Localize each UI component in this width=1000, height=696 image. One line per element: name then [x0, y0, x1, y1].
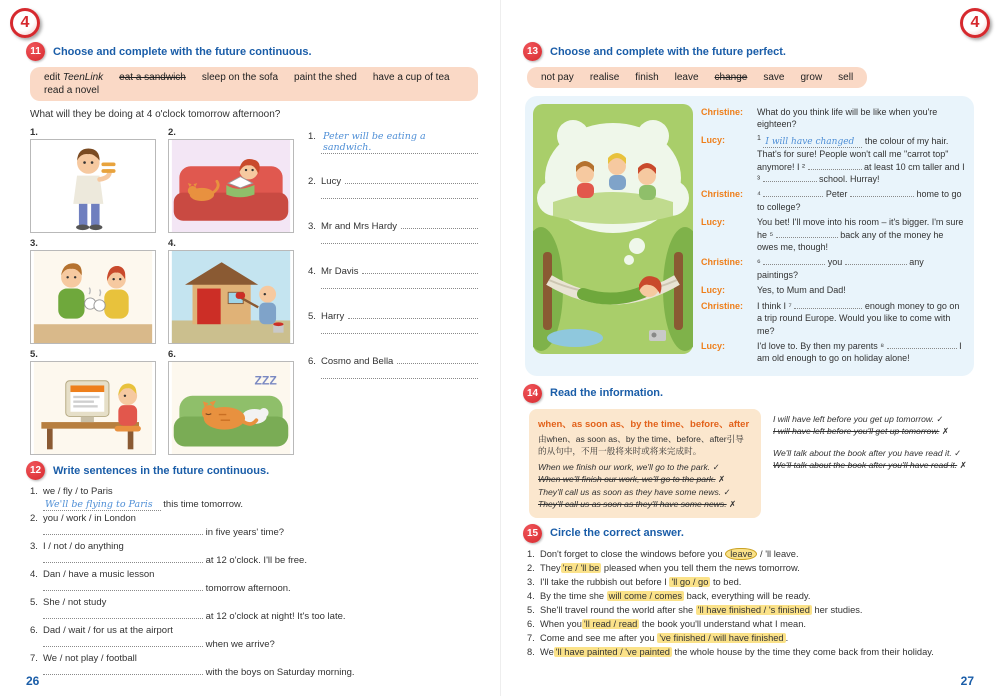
answer-blank[interactable] — [321, 187, 478, 199]
wordbank-item: leave — [674, 72, 699, 83]
dialogue-turn: Christine: ⁴ Peter home to go to college? — [701, 189, 962, 212]
ex12-item-4: 4. Dan / have a music lesson tomorrow afternoon. — [30, 569, 291, 594]
blank-number: 1 — [757, 134, 761, 142]
ex15-item-2: 2. They 're / 'll be pleased when you tell them the news tomorrow. — [527, 562, 800, 573]
ex12-item-2: 2. you / work / in London in five years' time? — [30, 513, 285, 538]
answer-blank[interactable] — [321, 367, 478, 379]
answer-number: 1. — [308, 131, 316, 142]
wordbank-item: read a novel — [44, 85, 100, 96]
exercise-12-title: Write sentences in the future continuous. — [53, 464, 270, 477]
answer-number: 2. — [308, 176, 316, 187]
answer-blank[interactable] — [348, 310, 478, 319]
wordbank-item: save — [763, 72, 785, 83]
man-eating-sandwich-illustration — [31, 140, 155, 232]
answer-blank[interactable] — [763, 188, 823, 197]
answer-blank[interactable] — [321, 232, 478, 244]
example-wrong: When we'll finish our work, we'll go to the park. ✗ — [538, 474, 726, 485]
example-wrong: They'll call us as soon as they'll have some news. ✗ — [538, 499, 737, 510]
exercise-13-dialogue-panel — [525, 96, 974, 376]
answer-line-6 — [308, 355, 478, 379]
exercise-13-dialogue — [701, 104, 966, 368]
exercise-15-items — [527, 549, 974, 657]
answer-blank[interactable] — [808, 161, 862, 170]
ex15-item-3: 3. I'll take the rubbish out before I 'll go / go to bed. — [527, 576, 742, 587]
handwritten-example-answer: We'll be flying to Paris — [43, 499, 161, 511]
dialogue-turn: Lucy: You bet! I'll move into his room – it's bigger. I'm sure he ⁵ back any of the money he owes me, though! — [701, 217, 964, 253]
cross-mark: ✗ — [941, 426, 950, 437]
exercise-15-title: Circle the correct answer. — [550, 527, 684, 540]
answer-blank[interactable] — [43, 666, 203, 675]
picture-6: 6. ZZZ — [168, 349, 296, 455]
exercise-15-number-badge: 15 — [523, 524, 542, 543]
answer-blank[interactable] — [362, 265, 478, 274]
exercise-14-body — [529, 409, 974, 518]
check-mark: ✓ — [723, 486, 731, 497]
answer-choices[interactable]: 'll go / go — [671, 576, 709, 587]
exercise-12-header — [26, 461, 478, 480]
answer-subject: Mr and Mrs Hardy — [321, 221, 398, 232]
exercise-11-answers — [308, 127, 478, 455]
answer-blank[interactable] — [850, 188, 914, 197]
answer-blank[interactable] — [397, 355, 478, 364]
handwritten-example-answer: I will have changed — [763, 137, 862, 148]
check-mark: ✓ — [954, 447, 962, 458]
answer-blank[interactable] — [43, 554, 203, 563]
answer-blank[interactable] — [763, 256, 825, 265]
answer-choices[interactable]: 've finished / will have finished — [659, 632, 784, 643]
answer-choices[interactable]: will come / comes — [608, 590, 683, 601]
exercise-14-header — [523, 384, 974, 403]
page-right — [500, 0, 1000, 696]
circled-answer[interactable]: leave — [725, 548, 757, 560]
ex12-item-7: 7. We / not play / football with the boys on Saturday morning. — [30, 653, 355, 678]
exercise-11-question: What will they be doing at 4 o'clock tomorrow afternoon? — [30, 109, 281, 120]
wordbank-item: sleep on the sofa — [201, 72, 279, 83]
dialogue-turn: Lucy: $^1$ I will have changed the colour of my hair. That's for sure! People won't call me "carrot top" anymore! I ² at least 10 cm taller and I ³ school. Hurray! — [701, 134, 965, 185]
answer-line-2 — [308, 175, 478, 199]
picture-2: 2. — [168, 127, 296, 233]
prompt: We / not play / football — [43, 653, 137, 664]
prompt: Dad / wait / for us at the airport — [43, 625, 173, 636]
answer-option[interactable]: 'll leave — [765, 548, 796, 559]
grammar-rule-heading: when、as soon as、by the time、before、after — [538, 418, 750, 430]
answer-blank[interactable] — [794, 300, 862, 309]
dialogue-turn: Christine: ⁶ you any paintings? — [701, 257, 924, 280]
answer-line-3 — [308, 220, 478, 244]
answer-blank[interactable] — [776, 229, 838, 238]
page-number-right: 27 — [960, 674, 974, 688]
answer-line-5 — [308, 310, 478, 334]
prompt: you / work / in London — [43, 513, 136, 524]
sentence-suffix: when we arrive? — [205, 639, 275, 650]
speaker-name: Christine: — [701, 300, 744, 311]
answer-subject: Lucy — [321, 176, 342, 187]
prompt: Dan / have a music lesson — [43, 569, 155, 580]
answer-blank[interactable] — [401, 220, 478, 229]
cross-mark: ✗ — [729, 499, 737, 510]
wordbank-item: realise — [589, 72, 620, 83]
ex12-item-3: 3. I / not / do anything at 12 o'clock. I'll be free. — [30, 541, 307, 566]
unit-number: 4 — [970, 14, 980, 31]
ex15-item-5: 5. She'll travel round the world after she 'll have finished / 's finished her studies. — [527, 604, 863, 615]
example-wrong: We'll talk about the book after you'll have read it. ✗ — [773, 460, 967, 471]
exercise-12-number-badge: 12 — [26, 461, 45, 480]
exercise-11-header — [26, 42, 478, 61]
exercise-11-title: Choose and complete with the future continuous. — [53, 45, 312, 58]
ex15-item-6: 6. When you 'll read / read the book you'll understand what I mean. — [527, 618, 806, 629]
exercise-12-items — [30, 486, 478, 678]
answer-choices[interactable]: 'll have finished / 's finished — [697, 604, 810, 615]
ex15-item-1: 1. Don't forget to close the windows before you leave / 'll leave. — [527, 548, 799, 559]
picture-3: 3. — [30, 238, 158, 344]
ex15-item-4: 4. By the time she will come / comes back, everything will be ready. — [527, 590, 811, 601]
example-wrong: I will have left before you'll get up tomorrow. ✗ — [773, 426, 950, 437]
ex15-item-7: 7. Come and see me after you 've finished / will have finished . — [527, 632, 789, 643]
speaker-name: Christine: — [701, 107, 744, 117]
dialogue-turn: Christine: What do you think life will be like when you're eighteen? — [701, 107, 938, 130]
answer-blank[interactable] — [845, 256, 907, 265]
wordbank-item: edit TeenLink — [44, 72, 104, 83]
wordbank-item: not pay — [541, 72, 574, 83]
answer-blank[interactable] — [321, 322, 478, 334]
answer-subject: Cosmo and Bella — [321, 356, 394, 367]
grammar-side-examples — [773, 409, 974, 518]
example-correct: When we finish our work, we'll go to the park. ✓ — [538, 461, 720, 472]
wordbank-item: sell — [838, 72, 854, 83]
sentence-suffix: in five years' time? — [205, 527, 285, 538]
answer-blank[interactable] — [43, 526, 203, 535]
answer-subject: Mr Davis — [321, 266, 359, 277]
dialogue-turn: Lucy: I'd love to. By then my parents ⁸ I am old enough to go on holiday alone! — [701, 340, 962, 364]
ex12-item-6: 6. Dad / wait / for us at the airport when we arrive? — [30, 625, 275, 650]
sentence-suffix: with the boys on Saturday morning. — [205, 667, 355, 678]
cross-mark: ✗ — [959, 460, 967, 471]
speaker-name: Lucy: — [701, 285, 726, 296]
speaker-name: Lucy: — [701, 340, 726, 351]
prompt: I / not / do anything — [43, 541, 124, 552]
sentence-suffix: at 12 o'clock at night! It's too late. — [205, 611, 346, 622]
answer-choices[interactable]: 'll have painted / 've painted — [555, 646, 670, 657]
wordbank-item: have a cup of tea — [372, 72, 450, 83]
speaker-name: Lucy: — [701, 217, 726, 228]
speaker-name: Christine: — [701, 257, 744, 268]
answer-subject: Harry — [321, 311, 345, 322]
unit-number: 4 — [20, 14, 30, 31]
handwritten-example-answer: Peter will be eating a sandwich. — [321, 131, 478, 154]
exercise-14-title: Read the information. — [550, 387, 664, 400]
dialogue-turn: Christine: I think I ⁷ enough money to go on a trip round Europe. Would you like to come with me? — [701, 300, 960, 336]
picture-4: 4. — [168, 238, 296, 344]
answer-blank[interactable] — [763, 173, 817, 182]
ex15-item-8: 8. We 'll have painted / 've painted the whole house by the time they come back from their holiday. — [527, 646, 934, 657]
check-mark: ✓ — [936, 413, 944, 424]
man-painting-shed-illustration — [169, 251, 293, 343]
exercise-14-number-badge: 14 — [523, 384, 542, 403]
sentence-suffix: at 12 o'clock. I'll be free. — [205, 555, 307, 566]
answer-line-1 — [308, 131, 478, 154]
ex12-item-5: 5. She / not study at 12 o'clock at night! It's too late. — [30, 597, 346, 622]
girl-reading-on-sofa-illustration — [169, 140, 293, 232]
wordbank-item-used: eat a sandwich — [119, 72, 186, 83]
answer-number: 6. — [308, 356, 316, 367]
picture-1: 1. — [30, 127, 158, 233]
exercise-13-title: Choose and complete with the future perfect. — [550, 45, 786, 58]
answer-blank[interactable] — [43, 638, 203, 647]
daydream-hammock-illustration — [533, 104, 693, 354]
exercise-13-number-badge: 13 — [523, 42, 542, 61]
answer-blank[interactable] — [321, 277, 478, 289]
exercise-13-wordbank — [527, 67, 867, 88]
example-correct: We'll talk about the book after you have read it. ✓ — [773, 447, 962, 458]
unit-badge — [10, 8, 40, 38]
exercise-11-wordbank — [30, 67, 478, 101]
unit-badge — [960, 8, 990, 38]
answer-number: 3. — [308, 221, 316, 232]
answer-blank[interactable] — [43, 582, 203, 591]
speaker-name: Lucy: — [701, 134, 726, 145]
zzz-sleep-text: ZZZ — [254, 373, 277, 388]
page-number-left: 26 — [26, 674, 40, 688]
answer-blank[interactable] — [43, 610, 203, 619]
grammar-rule-explanation: 由when、as soon as、by the time、before、after引导的从句中，不用一般将来时或将来完成时。 — [538, 433, 744, 456]
wordbank-item-used: change — [714, 72, 748, 83]
dialogue-turn: Lucy: Yes, to Mum and Dad! — [701, 285, 846, 296]
answer-choices[interactable]: 're / 'll be — [562, 562, 600, 573]
answer-number: 4. — [308, 266, 316, 277]
couple-having-tea-illustration — [31, 251, 155, 343]
exercise-11-pictures — [30, 127, 296, 455]
sentence-suffix: this time tomorrow. — [163, 499, 244, 510]
answer-blank[interactable] — [887, 340, 957, 349]
answer-blank[interactable] — [345, 175, 478, 184]
pets-sleeping-on-sofa-illustration — [169, 362, 293, 454]
answer-number: 5. — [308, 311, 316, 322]
answer-choices[interactable]: 'll read / read — [583, 618, 638, 629]
wordbank-item: finish — [635, 72, 659, 83]
exercise-15-header — [523, 524, 974, 543]
boy-at-computer-illustration — [31, 362, 155, 454]
picture-5: 5. — [30, 349, 158, 455]
cross-mark: ✗ — [718, 474, 726, 485]
wordbank-item: grow — [800, 72, 823, 83]
sentence-suffix: tomorrow afternoon. — [205, 583, 291, 594]
prompt: we / fly / to Paris — [43, 486, 113, 497]
example-correct: They'll call us as soon as they have some news. ✓ — [538, 486, 731, 497]
prompt: She / not study — [43, 597, 107, 608]
exercise-13-header — [523, 42, 974, 61]
grammar-info-box — [529, 409, 761, 518]
example-correct: I will have left before you get up tomorrow. ✓ — [773, 413, 944, 424]
exercise-11-number-badge: 11 — [26, 42, 45, 61]
speaker-name: Christine: — [701, 189, 744, 200]
answer-line-4 — [308, 265, 478, 289]
check-mark: ✓ — [712, 461, 720, 472]
ex12-item-1: 1. we / fly / to Paris We'll be flying to Paris this time tomorrow. — [30, 486, 244, 510]
wordbank-item: paint the shed — [294, 72, 357, 83]
